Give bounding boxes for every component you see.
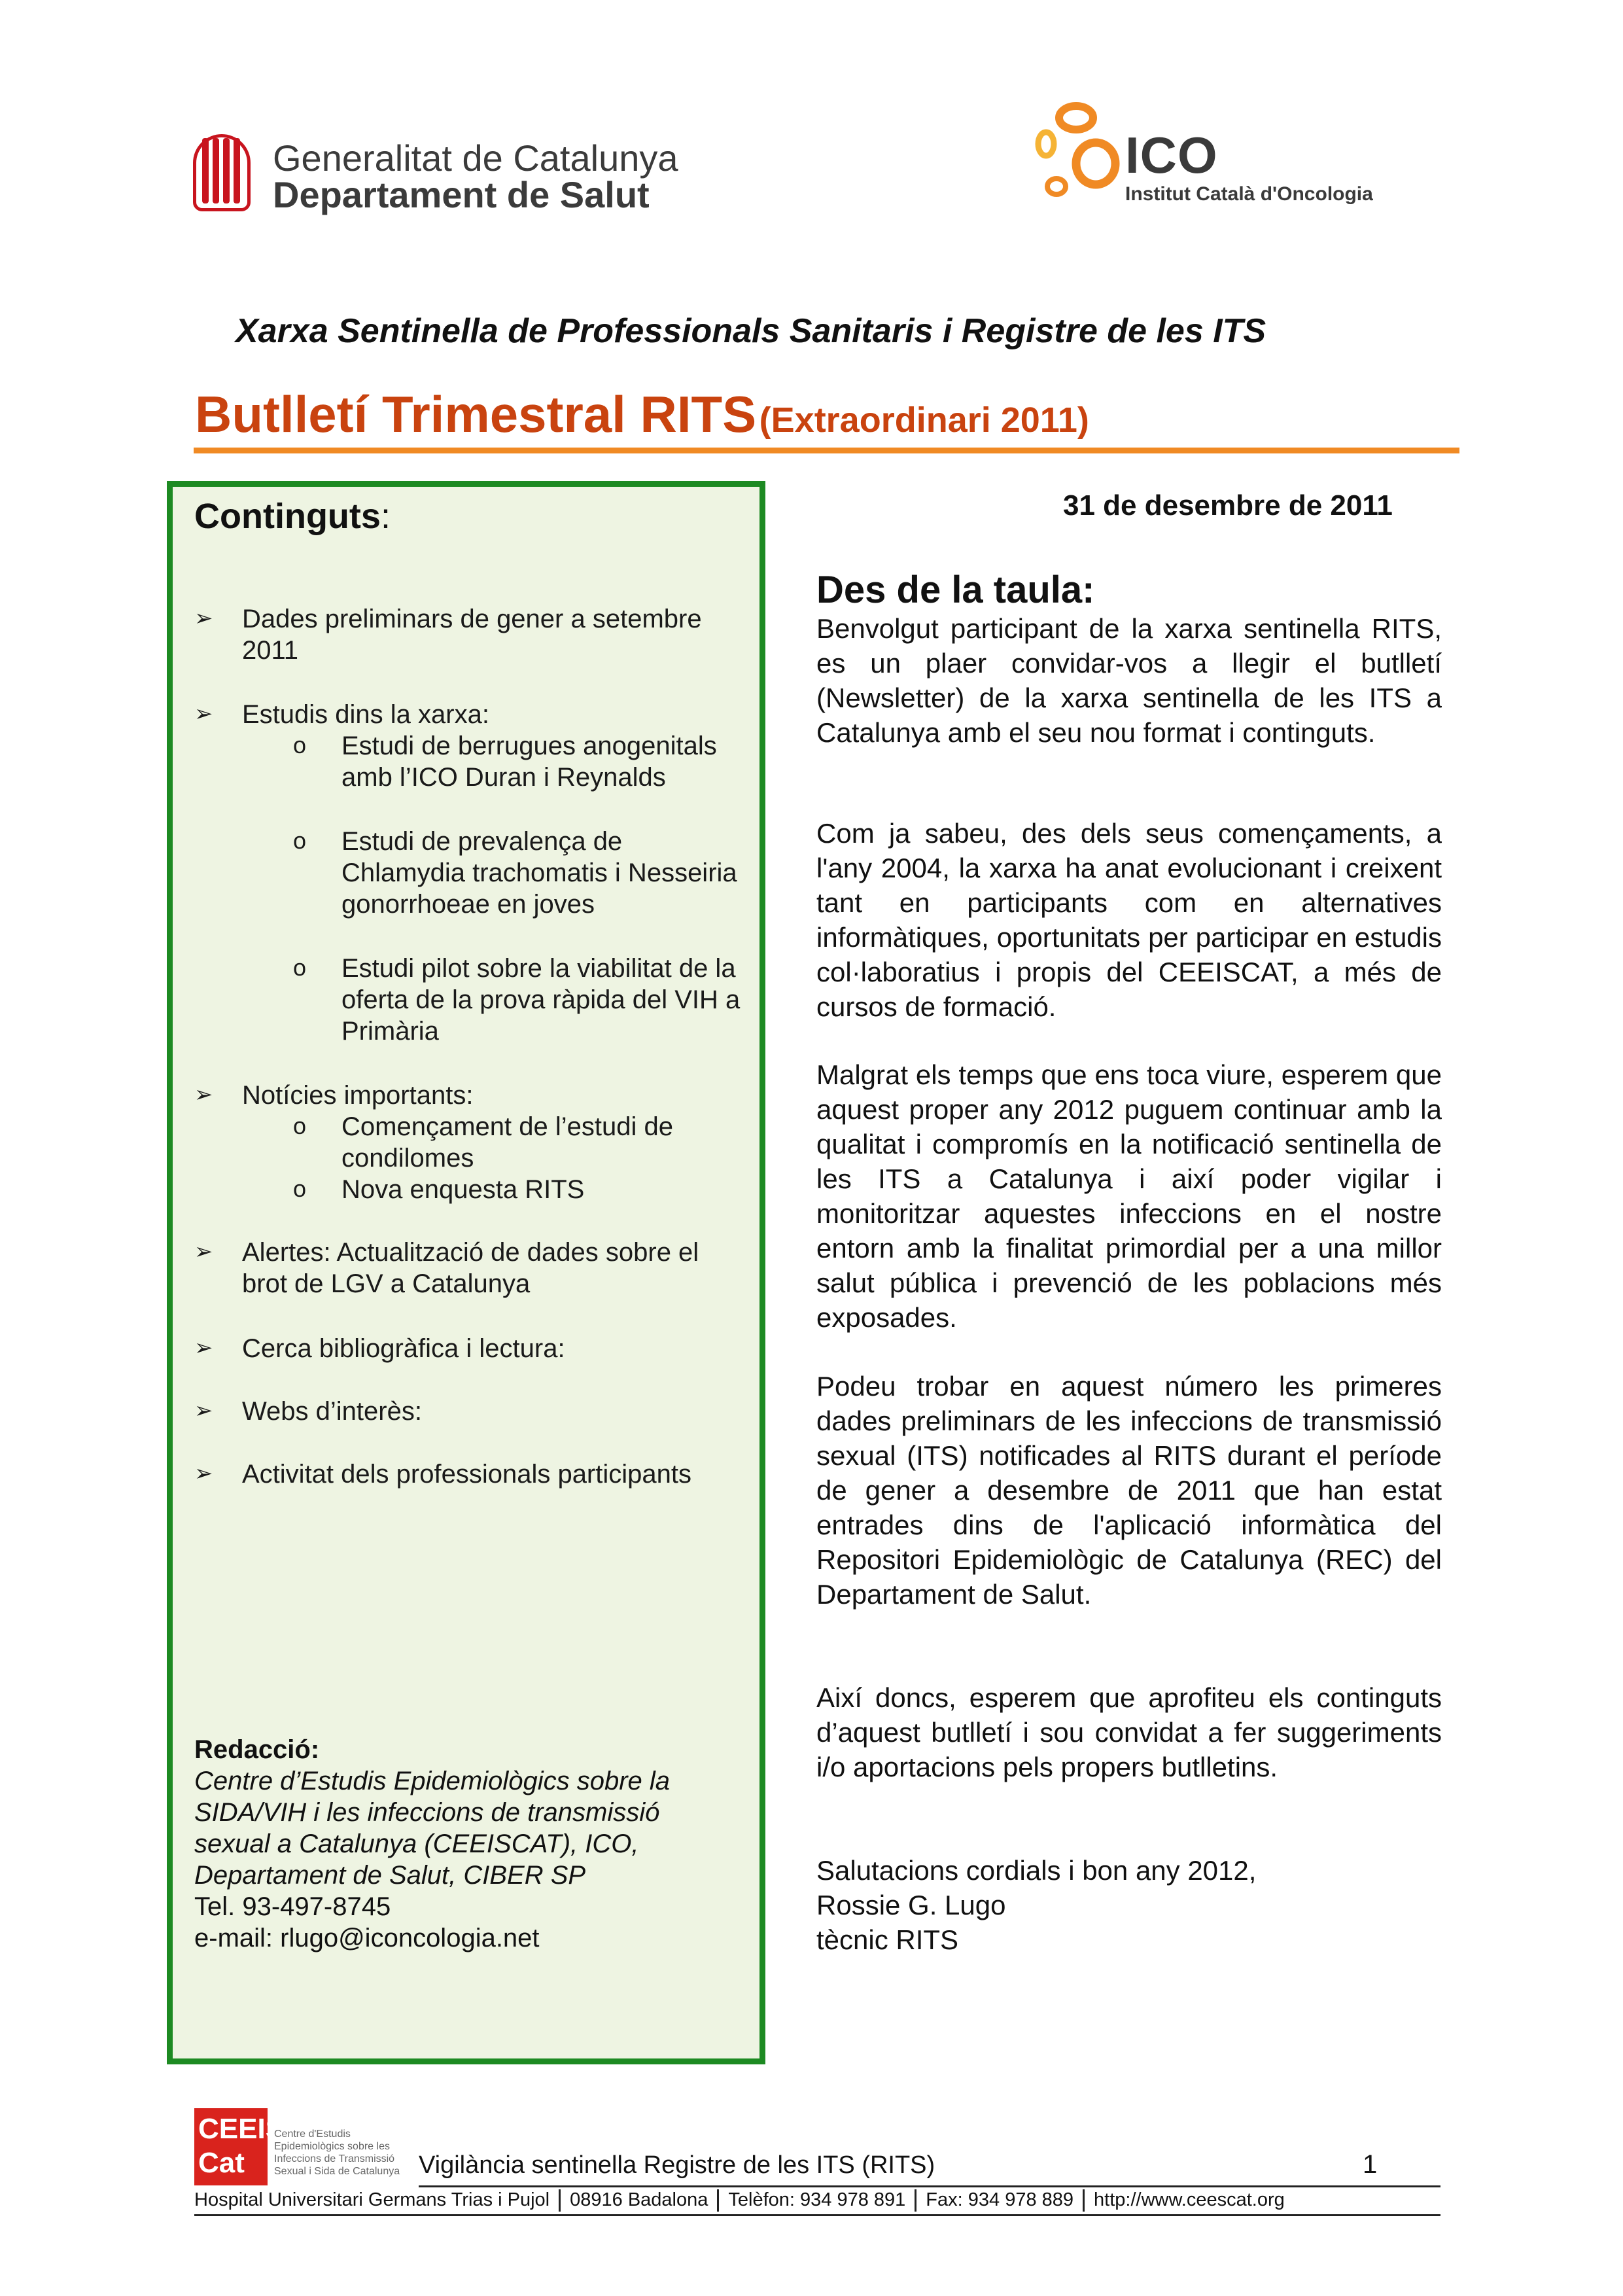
contents-item: Cerca bibliogràfica i lectura: (242, 1334, 565, 1363)
ico-name: ICO (1125, 126, 1218, 184)
footer-website-link[interactable]: http://www.ceescat.org (1094, 2189, 1285, 2210)
network-title: Xarxa Sentinella de Professionals Sanitaris i Registre de les ITS (236, 312, 1266, 350)
contents-item: Estudis dins la xarxa: (242, 700, 489, 729)
paragraph: Com ja sabeu, des dels seus començaments, a l'any 2004, la xarxa ha anat evolucionant i creixent tant en participants com en alternatives informàtiques, oportunitats per participar en estudis col·laboratius i propis del CEEISCAT, a més de cursos de formació. (816, 818, 1442, 1022)
bullet-icon: ➢ (194, 1335, 213, 1360)
bullet-icon: ➢ (194, 701, 213, 726)
issue-date: 31 de desembre de 2011 (1063, 489, 1393, 521)
gencat-department: Departament de Salut (273, 174, 650, 215)
contents-item: Alertes: Actualització de dades sobre el brot de LGV a Catalunya (242, 1238, 699, 1298)
paragraph: Així doncs, esperem que aprofiteu els continguts d’aquest butlletí i sou convidat a fer suggeriments i/o aportacions pels propers butlletins. (816, 1682, 1442, 1782)
editorial-credits (194, 1734, 731, 1954)
sub-bullet-icon: o (293, 732, 307, 758)
contents-subitem: Estudi de prevalença de Chlamydia trachomatis i Nesseiria gonorrhoeae en joves (341, 827, 737, 919)
redaccio-line: sexual a Catalunya (CEEISCAT), ICO, (194, 1829, 639, 1858)
contents-subitem: Nova enquesta RITS (341, 1175, 585, 1204)
title-divider (194, 448, 1459, 453)
footer-address (194, 2189, 1285, 2212)
gencat-logo (193, 134, 716, 213)
redaccio-line: Centre d’Estudis Epidemiològics sobre la (194, 1767, 671, 1795)
bullet-icon: ➢ (194, 1239, 213, 1264)
ico-logo (1030, 98, 1397, 209)
gencat-name: Generalitat de Catalunya (273, 137, 678, 179)
contents-item: Webs d’interès: (242, 1397, 422, 1426)
footer-bottom-divider (194, 2214, 1440, 2216)
section-heading: Des de la taula: (816, 569, 1095, 611)
redaccio-phone: Tel. 93-497-8745 (194, 1892, 391, 1921)
contents-subitem: Estudi pilot sobre la viabilitat de la oferta de la prova ràpida del VIH a Primària (341, 954, 741, 1046)
redaccio-line: SIDA/VIH i les infeccions de transmissió (194, 1798, 660, 1827)
contents-heading: Continguts: (194, 497, 391, 536)
contents-item: Dades preliminars de gener a setembre 2011 (242, 605, 702, 665)
bullet-icon: ➢ (194, 1461, 213, 1486)
closing-greeting: Salutacions cordials i bon any 2012, (816, 1855, 1257, 1886)
sub-bullet-icon: o (293, 1112, 307, 1139)
bulletin-title (195, 385, 1089, 444)
closing-role: tècnic RITS (816, 1924, 959, 1955)
ceeiscat-fullname: Centre d'Estudis Epidemiològics sobre les Infeccions de Transmissió Sexual i Sida de Catalunya (274, 2128, 400, 2177)
footer-hospital: Hospital Universitari Germans Trias i Pujol (194, 2189, 550, 2210)
ceeiscat-mark: CEEIS Cat (194, 2108, 268, 2185)
contents-subitem: Estudi de berrugues anogenitals amb l’ICO Duran i Reynalds (341, 732, 717, 792)
bulletin-edition: (Extraordinari 2011) (759, 400, 1089, 440)
page-number: 1 (1363, 2150, 1378, 2179)
contents-item: Notícies importants: (242, 1081, 474, 1110)
sub-bullet-icon: o (293, 1175, 307, 1202)
ico-circles-icon (1030, 98, 1122, 209)
contents-item: Activitat dels professionals participants (242, 1460, 691, 1489)
footer-divider (419, 2185, 1440, 2187)
closing-signature: Rossie G. Lugo (816, 1890, 1006, 1920)
redaccio-email[interactable]: e-mail: rlugo@iconcologia.net (194, 1924, 540, 1952)
bullet-icon: ➢ (194, 1082, 213, 1107)
footer-fax: Fax: 934 978 889 (926, 2189, 1074, 2210)
footer-phone: Telèfon: 934 978 891 (728, 2189, 906, 2210)
bullet-icon: ➢ (194, 1398, 213, 1423)
gencat-emblem-icon (193, 134, 251, 213)
redaccio-label: Redacció: (194, 1735, 320, 1764)
ceeiscat-logo (194, 2108, 417, 2187)
paragraph: Benvolgut participant de la xarxa sentinella RITS, es un plaer convidar-vos a llegir el butlletí (Newsletter) de la xarxa sentinella de les ITS a Catalunya amb el seu nou format i continguts. (816, 613, 1442, 748)
bullet-icon: ➢ (194, 606, 213, 631)
closing (816, 1853, 1442, 1957)
redaccio-line: Departament de Salut, CIBER SP (194, 1861, 586, 1890)
bulletin-name: Butlletí Trimestral RITS (195, 385, 757, 443)
footer-city: 08916 Badalona (570, 2189, 708, 2210)
sub-bullet-icon: o (293, 954, 307, 981)
ico-subtitle: Institut Català d'Oncologia (1125, 183, 1373, 205)
paragraph: Podeu trobar en aquest número les primeres dades preliminars de les infeccions de transmissió sexual (ITS) notificades al RITS durant el període de gener a desembre de 2011 que han estat entrades dins de l'aplicació informàtica del Repositori Epidemiològic de Catalunya (REC) del Departament de Salut. (816, 1371, 1442, 1610)
footer-title: Vigilància sentinella Registre de les ITS (RITS) (419, 2151, 935, 2179)
sub-bullet-icon: o (293, 827, 307, 854)
paragraph: Malgrat els temps que ens toca viure, esperem que aquest proper any 2012 puguem continuar amb la qualitat i compromís en la notificació sentinella de les ITS a Catalunya i així poder vigilar i monitoritzar aquestes infeccions en el nostre entorn amb la finalitat primordial per a una millor salut pública i prevenció de les poblacions més exposades. (816, 1059, 1442, 1333)
contents-subitem: Començament de l’estudi de condilomes (341, 1112, 673, 1173)
